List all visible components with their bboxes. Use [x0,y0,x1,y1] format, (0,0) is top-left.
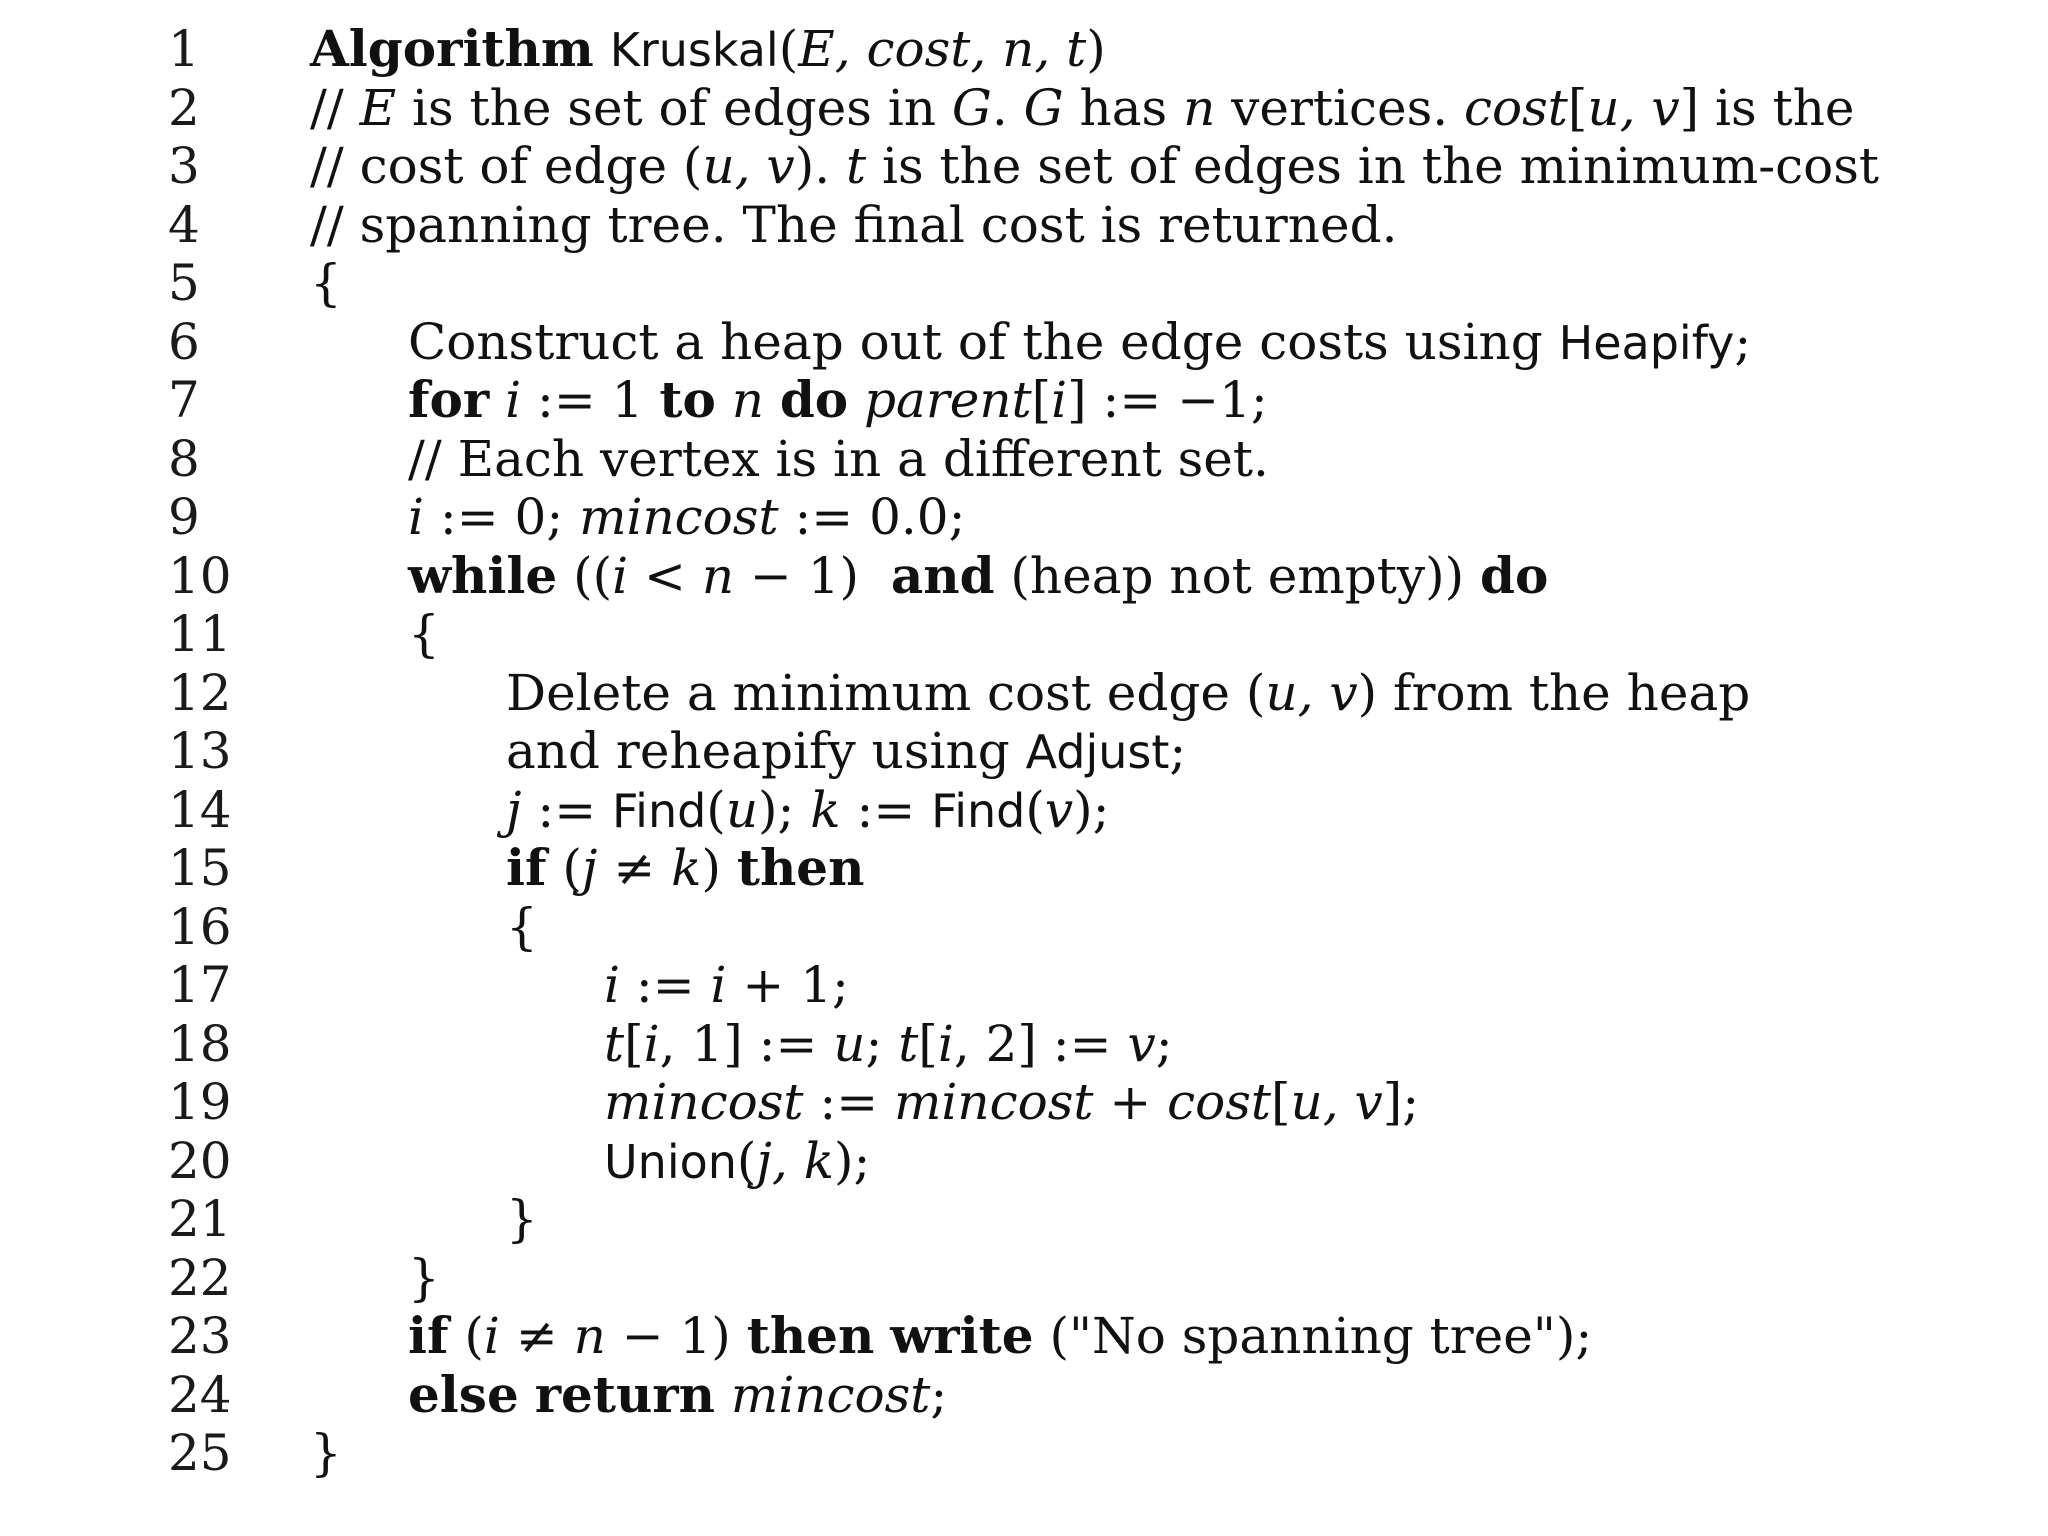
code-text: ; [865,1014,899,1073]
code-text: } [310,1424,342,1482]
code-text: [ [1031,371,1052,429]
code-text: + [1093,1073,1168,1131]
line-code [408,313,1751,372]
keyword: else [408,1364,519,1424]
identifier: i [505,371,522,429]
line-code [408,605,440,663]
code-text: . [991,78,1024,137]
code-text: // Each vertex is in a different set. [408,429,1269,488]
line-code [408,371,1268,429]
code-text [848,371,864,429]
code-text: := [521,780,613,839]
code-text: is the set of edges in [396,78,952,137]
identifier: E [359,78,397,137]
code-text: ). [794,137,846,195]
code-text: ( [706,780,726,839]
code-text [764,371,780,429]
code-text: (heap not empty)) [994,546,1480,605]
code-line [0,1132,2048,1190]
identifier: G [1023,78,1064,137]
code-line [0,605,2048,663]
code-text: ] := −1; [1067,371,1268,429]
keyword: then [746,1306,875,1365]
code-text: := 0; [424,488,580,546]
identifier: mincost [579,488,779,546]
code-line [0,664,2048,722]
identifier: i [483,1307,500,1365]
identifier: j [506,780,522,839]
code-text: // spanning tree. The final cost is returned. [310,195,1398,254]
code-line [0,371,2048,429]
code-text [715,1366,731,1424]
line-number: 8 [168,429,200,488]
code-text: ; [1734,312,1752,371]
identifier: t [604,1014,625,1073]
code-text: ( [448,1307,484,1365]
line-number: 9 [168,488,200,546]
line-number: 13 [168,722,232,780]
identifier: i [937,1014,954,1073]
code-line [0,547,2048,605]
identifier: u, v [1587,78,1680,137]
code-line [0,79,2048,137]
identifier: u, v [1290,1073,1383,1131]
code-text: has [1063,78,1184,137]
procedure-name: Union [604,1134,737,1189]
identifier: n [731,371,764,429]
identifier: i [612,546,629,605]
code-text: } [506,1190,538,1248]
keyword: to [659,370,716,429]
identifier: v [1127,1014,1156,1073]
code-line [0,839,2048,897]
line-code [310,137,1879,195]
code-line [0,1015,2048,1073]
line-number: 12 [168,663,232,722]
code-text: ( [778,20,799,78]
line-code [604,956,849,1014]
line-number: 15 [168,839,232,897]
identifier: cost [1464,78,1568,137]
code-text: := [620,956,711,1014]
code-line [0,254,2048,312]
line-code [506,898,538,956]
code-text: < [628,546,702,605]
line-number: 16 [168,897,232,956]
line-number: 7 [168,371,200,429]
code-text: ); [834,1131,871,1190]
code-text: ("No spanning tree"); [1033,1307,1593,1365]
line-number: 18 [168,1014,232,1073]
code-line [0,313,2048,371]
line-number: 10 [168,546,232,605]
code-text: ≠ [597,839,672,897]
line-code [310,196,1397,254]
identifier: u, v [1265,663,1358,722]
code-text: [ [1567,78,1588,137]
identifier: u [725,780,759,839]
procedure-name: Kruskal [609,23,779,77]
line-code [408,547,1548,605]
line-code [506,839,864,897]
line-number: 22 [168,1248,232,1307]
code-text: and reheapify using [506,722,1026,780]
code-text: is the set of edges in the minimum-cost [866,137,1880,195]
code-text: := 1 [521,371,660,429]
code-text [716,371,732,429]
code-text: , 2] := [953,1014,1128,1073]
code-line [0,488,2048,546]
code-text: [ [918,1014,938,1073]
code-text: := [803,1073,894,1131]
code-text: − 1) [605,1307,747,1365]
code-text: (( [557,546,613,605]
identifier: n [701,546,735,605]
identifier: j [581,839,598,897]
line-code [310,79,1855,137]
code-text: := [840,780,932,839]
line-number: 17 [168,956,232,1014]
identifier: n [573,1307,606,1365]
code-text [519,1366,535,1424]
line-number: 2 [168,78,200,137]
code-text: { [310,254,342,312]
code-text [489,371,505,429]
code-line [0,956,2048,1014]
identifier: i [1051,371,1068,429]
code-text: := 0.0; [778,488,966,546]
identifier: i [408,488,424,546]
line-number: 11 [168,605,232,663]
procedure-name: Find [931,783,1026,838]
code-text: // [310,78,360,137]
identifier: v [1044,780,1074,839]
line-number: 5 [168,254,200,312]
line-number: 14 [168,780,232,839]
identifier: i [604,956,620,1014]
code-text: ]; [1382,1073,1420,1131]
code-line [0,1366,2048,1424]
code-text: { [506,897,538,956]
identifier: k [810,780,841,839]
code-text: ( [736,1131,757,1190]
code-line [0,1073,2048,1131]
identifier: E, cost, n, t [798,20,1087,78]
procedure-name: Heapify [1558,315,1735,370]
line-code [506,1190,538,1248]
keyword: if [506,838,547,897]
identifier: u [833,1014,866,1073]
code-line [0,898,2048,956]
code-text: Delete a minimum cost edge ( [506,663,1266,722]
line-code [604,1132,870,1191]
keyword: do [779,370,849,429]
code-line [0,20,2048,78]
line-code [506,722,1186,781]
code-line [0,1307,2048,1365]
identifier: G [951,78,992,137]
code-line [0,1424,2048,1482]
keyword: for [408,370,490,429]
code-line [0,722,2048,780]
line-number: 23 [168,1307,232,1365]
line-code [408,488,965,546]
code-text: , 1] := [659,1014,834,1073]
identifier: cost [1167,1073,1272,1131]
line-code [408,430,1269,488]
code-text: ( [1025,780,1045,839]
identifier: mincost [604,1073,804,1131]
code-line [0,1249,2048,1307]
identifier: u, v [702,137,795,195]
code-text: ); [1073,780,1110,839]
line-code [408,1366,947,1424]
identifier: i [710,956,727,1014]
line-code [506,664,1750,722]
line-number: 1 [168,20,200,78]
keyword: then [736,838,865,897]
identifier: t [845,137,867,195]
keyword: while [408,545,558,605]
line-code [408,1249,440,1307]
line-code [310,254,342,312]
line-number: 25 [168,1424,232,1482]
line-code [408,1307,1592,1365]
keyword: Algorithm [310,19,594,78]
code-text: { [408,605,440,663]
line-code [604,1015,1173,1073]
code-line [0,430,2048,488]
code-text: vertices. [1215,78,1465,137]
code-text: ; [930,1365,948,1424]
line-number: 4 [168,195,200,254]
identifier: k [671,839,702,897]
procedure-name: Adjust [1025,725,1170,779]
code-text: } [408,1248,440,1307]
identifier: t [898,1014,919,1073]
code-text: ; [1169,722,1187,780]
code-text: Construct a heap out of the edge costs using [408,312,1559,371]
identifier: j, k [756,1131,835,1190]
line-number: 19 [168,1073,232,1131]
line-code [604,1073,1419,1131]
line-number: 21 [168,1190,232,1248]
identifier: parent [864,371,1032,429]
keyword: write [890,1306,1034,1365]
code-text: ) [701,839,737,897]
identifier: mincost [730,1365,931,1424]
procedure-name: Find [612,783,707,838]
identifier: i [643,1014,660,1073]
code-text [594,20,610,78]
code-text: ] is the [1679,78,1855,137]
line-number: 6 [168,312,200,371]
line-code [506,781,1109,840]
code-text: // cost of edge ( [310,137,703,195]
code-text: ( [546,839,582,897]
line-code [310,1424,342,1482]
keyword: return [534,1364,715,1424]
code-text: ) [1086,20,1106,78]
code-line [0,196,2048,254]
code-text [874,1307,890,1365]
code-line [0,137,2048,195]
keyword: and [890,545,995,605]
line-number: 20 [168,1131,232,1190]
keyword: if [408,1306,449,1365]
code-text: ; [1155,1014,1173,1073]
line-number: 24 [168,1365,232,1424]
line-code [310,20,1106,79]
line-number: 3 [168,137,200,195]
code-text: [ [624,1014,644,1073]
identifier: n [1183,78,1216,137]
code-line [0,781,2048,839]
keyword: do [1479,545,1549,605]
code-text: [ [1271,1073,1291,1131]
code-line [0,1190,2048,1248]
code-text: ≠ [499,1307,574,1365]
code-text: ); [758,780,811,839]
code-text: − 1) [734,546,891,605]
code-text: + 1; [726,956,849,1014]
identifier: mincost [894,1073,1094,1131]
code-text: ) from the heap [1357,663,1751,722]
